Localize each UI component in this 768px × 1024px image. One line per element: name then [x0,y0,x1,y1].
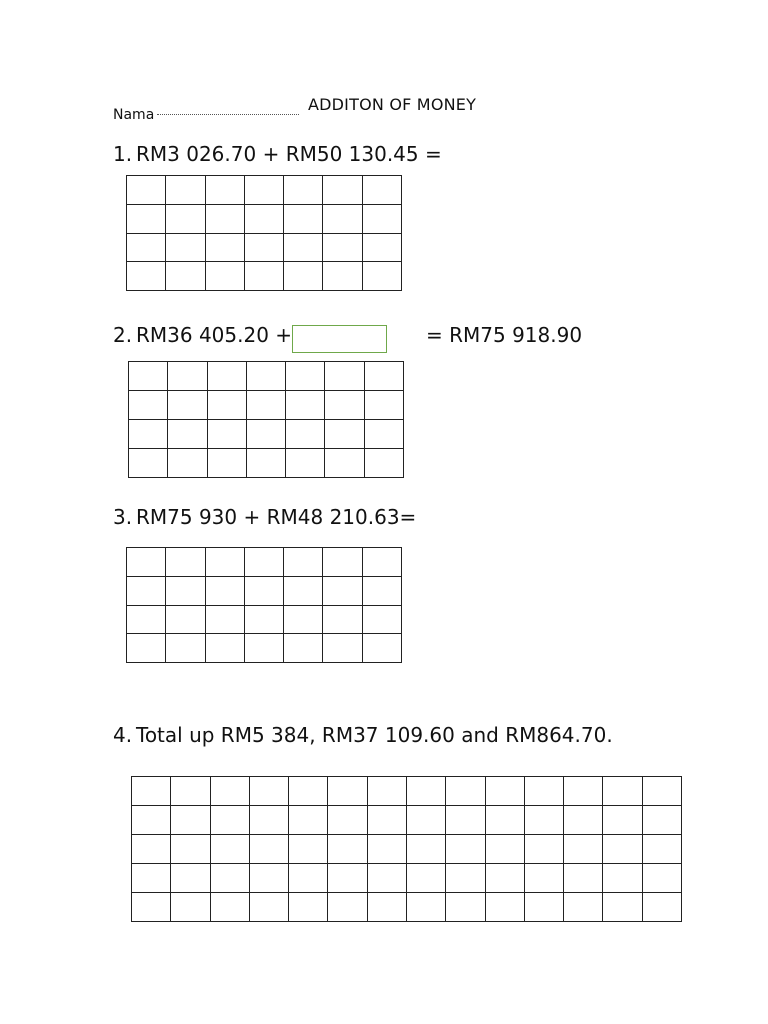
grid-cell[interactable] [205,262,244,291]
question-3-text: RM75 930 + RM48 210.63= [136,505,417,529]
grid-cell[interactable] [328,864,367,893]
grid-cell[interactable] [205,634,244,663]
grid-cell[interactable] [166,548,205,577]
grid-cell[interactable] [207,391,246,420]
question-1 [113,142,442,166]
grid-cell[interactable] [244,176,283,205]
grid-cell[interactable] [210,835,249,864]
grid-cell[interactable] [362,634,401,663]
question-1-text: RM3 026.70 + RM50 130.45 = [136,142,442,166]
grid-cell[interactable] [603,835,642,864]
grid-cell[interactable] [323,605,362,634]
grid-cell[interactable] [244,576,283,605]
grid-cell[interactable] [328,893,367,922]
grid-row [127,634,402,663]
grid-cell[interactable] [127,576,166,605]
grid-cell[interactable] [524,864,563,893]
grid-cell[interactable] [284,576,323,605]
question-4-text: Total up RM5 384, RM37 109.60 and RM864.70. [136,723,613,747]
grid-cell[interactable] [564,806,603,835]
grid-cell[interactable] [323,634,362,663]
grid-row [132,777,682,806]
grid-cell[interactable] [132,835,171,864]
grid-cell[interactable] [166,233,205,262]
grid-cell[interactable] [127,233,166,262]
grid-cell[interactable] [364,449,403,478]
grid-cell[interactable] [603,893,642,922]
grid-cell[interactable] [166,176,205,205]
grid-cell[interactable] [642,777,681,806]
grid-cell[interactable] [246,362,285,391]
grid-cell[interactable] [325,420,364,449]
grid-cell[interactable] [284,262,323,291]
grid-cell[interactable] [286,449,325,478]
grid-cell[interactable] [284,548,323,577]
grid-cell[interactable] [289,864,328,893]
grid-cell[interactable] [323,576,362,605]
grid-cell[interactable] [286,391,325,420]
grid-row [127,262,402,291]
grid-cell[interactable] [168,420,207,449]
grid-cell[interactable] [603,864,642,893]
grid-cell[interactable] [244,204,283,233]
grid-cell[interactable] [367,806,406,835]
grid-row [132,806,682,835]
grid-cell[interactable] [325,362,364,391]
grid-row [129,391,404,420]
grid-cell[interactable] [362,262,401,291]
grid-cell[interactable] [362,605,401,634]
grid-cell[interactable] [328,777,367,806]
missing-value-box[interactable] [292,325,387,353]
grid-cell[interactable] [325,391,364,420]
grid-cell[interactable] [286,362,325,391]
question-1-number: 1. [113,142,133,166]
grid-cell[interactable] [642,806,681,835]
grid-cell[interactable] [485,835,524,864]
grid-cell[interactable] [210,777,249,806]
grid-cell[interactable] [246,420,285,449]
grid-cell[interactable] [564,893,603,922]
grid-cell[interactable] [328,806,367,835]
grid-cell[interactable] [406,864,445,893]
grid-cell[interactable] [244,233,283,262]
grid-cell[interactable] [249,893,288,922]
grid-cell[interactable] [524,835,563,864]
grid-cell[interactable] [364,391,403,420]
grid-cell[interactable] [284,605,323,634]
grid-cell[interactable] [249,806,288,835]
grid-cell[interactable] [244,548,283,577]
grid-cell[interactable] [367,835,406,864]
grid-cell[interactable] [205,605,244,634]
grid-cell[interactable] [323,262,362,291]
grid-cell[interactable] [171,835,210,864]
grid-row [127,576,402,605]
grid-cell[interactable] [207,362,246,391]
grid-cell[interactable] [446,835,485,864]
answer-grid-2[interactable] [128,361,404,478]
grid-cell[interactable] [446,806,485,835]
grid-cell[interactable] [127,548,166,577]
answer-grid-1[interactable] [126,175,402,291]
grid-cell[interactable] [205,204,244,233]
grid-cell[interactable] [166,204,205,233]
grid-cell[interactable] [166,576,205,605]
grid-cell[interactable] [524,777,563,806]
grid-cell[interactable] [246,449,285,478]
grid-cell[interactable] [210,893,249,922]
grid-cell[interactable] [171,893,210,922]
grid-cell[interactable] [127,605,166,634]
grid-cell[interactable] [603,777,642,806]
grid-cell[interactable] [323,176,362,205]
grid-cell[interactable] [210,864,249,893]
grid-cell[interactable] [249,864,288,893]
grid-row [127,605,402,634]
grid-cell[interactable] [446,777,485,806]
grid-cell[interactable] [127,204,166,233]
grid-cell[interactable] [325,449,364,478]
grid-cell[interactable] [132,806,171,835]
grid-row [129,420,404,449]
grid-cell[interactable] [249,777,288,806]
grid-cell[interactable] [210,806,249,835]
grid-cell[interactable] [564,864,603,893]
grid-cell[interactable] [642,893,681,922]
grid-cell[interactable] [485,864,524,893]
grid-cell[interactable] [289,806,328,835]
grid-cell[interactable] [205,576,244,605]
grid-cell[interactable] [362,548,401,577]
grid-cell[interactable] [127,176,166,205]
grid-cell[interactable] [289,777,328,806]
grid-cell[interactable] [362,176,401,205]
grid-cell[interactable] [564,777,603,806]
grid-cell[interactable] [127,634,166,663]
grid-cell[interactable] [244,605,283,634]
grid-cell[interactable] [166,634,205,663]
grid-cell[interactable] [367,893,406,922]
grid-cell[interactable] [207,420,246,449]
grid-cell[interactable] [127,262,166,291]
grid-cell[interactable] [129,362,168,391]
grid-cell[interactable] [364,362,403,391]
grid-cell[interactable] [323,548,362,577]
grid-cell[interactable] [362,576,401,605]
grid-cell[interactable] [603,806,642,835]
grid-cell[interactable] [284,176,323,205]
grid-cell[interactable] [406,835,445,864]
grid-cell[interactable] [367,777,406,806]
grid-cell[interactable] [284,634,323,663]
answer-grid-4[interactable] [131,776,682,922]
grid-cell[interactable] [524,893,563,922]
grid-row [132,893,682,922]
grid-cell[interactable] [168,362,207,391]
grid-cell[interactable] [205,176,244,205]
grid-cell[interactable] [406,777,445,806]
grid-cell[interactable] [168,391,207,420]
grid-cell[interactable] [406,893,445,922]
grid-cell[interactable] [171,864,210,893]
worksheet-title: ADDITON OF MONEY [308,95,477,114]
grid-cell[interactable] [168,449,207,478]
grid-cell[interactable] [446,893,485,922]
question-3-number: 3. [113,505,133,529]
grid-row [129,449,404,478]
grid-cell[interactable] [485,777,524,806]
question-4-number: 4. [113,723,133,747]
grid-cell[interactable] [642,864,681,893]
name-label: Nama [113,107,155,123]
grid-row [127,204,402,233]
question-2-number: 2. [113,323,133,347]
grid-cell[interactable] [284,233,323,262]
grid-cell[interactable] [328,835,367,864]
question-3 [113,505,416,529]
grid-cell[interactable] [323,233,362,262]
grid-cell[interactable] [485,893,524,922]
grid-row [129,362,404,391]
question-2-result: = RM75 918.90 [426,323,583,347]
grid-cell[interactable] [249,835,288,864]
grid-row [127,233,402,262]
question-4 [113,723,613,747]
grid-row [127,548,402,577]
grid-cell[interactable] [485,806,524,835]
grid-cell[interactable] [244,262,283,291]
grid-cell[interactable] [564,835,603,864]
grid-cell[interactable] [205,233,244,262]
grid-cell[interactable] [246,391,285,420]
grid-cell[interactable] [132,777,171,806]
grid-cell[interactable] [362,204,401,233]
grid-cell[interactable] [323,204,362,233]
answer-grid-3[interactable] [126,547,402,663]
question-2 [113,323,292,347]
question-2-text-before: RM36 405.20 + [136,323,293,347]
grid-cell[interactable] [244,634,283,663]
grid-cell[interactable] [171,806,210,835]
grid-cell[interactable] [166,605,205,634]
grid-cell[interactable] [642,835,681,864]
grid-cell[interactable] [132,893,171,922]
grid-cell[interactable] [166,262,205,291]
grid-cell[interactable] [362,233,401,262]
grid-row [127,176,402,205]
grid-cell[interactable] [367,864,406,893]
grid-cell[interactable] [406,806,445,835]
grid-cell[interactable] [289,893,328,922]
grid-cell[interactable] [132,864,171,893]
grid-cell[interactable] [171,777,210,806]
grid-cell[interactable] [207,449,246,478]
grid-cell[interactable] [364,420,403,449]
grid-cell[interactable] [205,548,244,577]
grid-cell[interactable] [129,391,168,420]
grid-row [132,835,682,864]
grid-cell[interactable] [289,835,328,864]
grid-cell[interactable] [129,449,168,478]
grid-row [132,864,682,893]
grid-cell[interactable] [284,204,323,233]
grid-cell[interactable] [129,420,168,449]
name-input-line[interactable] [157,114,299,115]
grid-cell[interactable] [446,864,485,893]
grid-cell[interactable] [286,420,325,449]
grid-cell[interactable] [524,806,563,835]
